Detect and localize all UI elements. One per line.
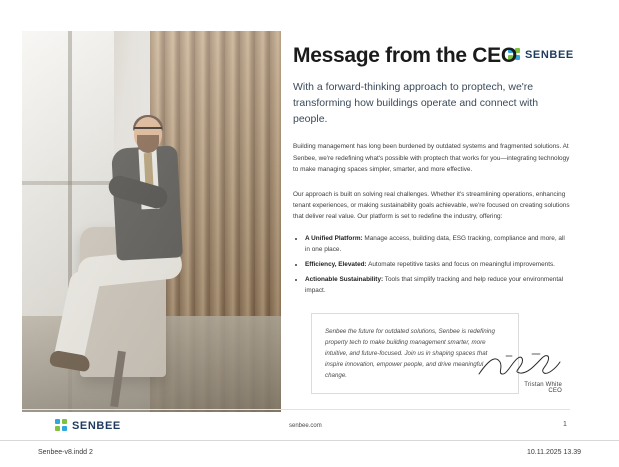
footer-brand-wordmark: SENBEE	[72, 419, 121, 432]
window-mullion-horizontal	[22, 181, 114, 185]
list-item-lead: Efficiency, Elevated:	[305, 261, 367, 269]
signature-name: Tristan White	[524, 382, 562, 388]
viewer-status-bar	[0, 440, 619, 467]
document-file-label: Senbee-v8.indd 2	[38, 449, 93, 456]
footer-website-url[interactable]: senbee.com	[289, 423, 322, 429]
brand-logo-footer	[55, 419, 121, 432]
pull-quote-text: Senbee the future for outdated solutions, Senbee is redefining property tech to make building management smarter, more intuitive, and future-focused. Join us in shaping spaces that inspire innovation, empower people, and drive meaningful change.	[325, 327, 495, 380]
article-content	[293, 44, 570, 394]
signature-icon	[476, 352, 562, 378]
list-item-text: Automate repetitive tasks and focus on meaningful improvements.	[366, 261, 555, 269]
eyeglasses-icon	[134, 127, 162, 134]
signature-block	[440, 352, 562, 394]
list-item	[305, 274, 570, 296]
benefits-list	[293, 233, 570, 297]
page-subtitle: With a forward-thinking approach to proptech, we're transforming how buildings operate and connect with people.	[293, 81, 539, 125]
list-item	[305, 259, 570, 270]
body-paragraph-1: Building management has long been burdened by outdated systems and fragmented solutions. At Senbee, we're redefining what's possible with proptech that works for you—integrating technology to make managing spaces simpler, smarter, and more effective.	[293, 143, 570, 173]
list-item	[305, 233, 570, 255]
page-title: Message from the CEO	[293, 44, 517, 67]
list-item-text: Manage access, building data, ESG tracking, compliance and more, all in one place.	[305, 234, 565, 253]
ceo-portrait-photo	[22, 31, 281, 412]
footer-page-number: 1	[563, 421, 567, 428]
body-paragraph-2: Our approach is built on solving real challenges. Whether it's streamlining operations, enhancing tenant experiences, or making sustainability goals achievable, we're focused on creating solutions that deliver real value. Our platform is set to redefine the industry, offering:	[293, 191, 570, 221]
four-square-logo-icon	[55, 419, 68, 432]
brand-wordmark: SENBEE	[525, 48, 574, 61]
list-item-lead: A Unified Platform:	[305, 234, 363, 242]
footer-divider	[22, 409, 570, 410]
document-timestamp: 10.11.2025 13.39	[527, 449, 581, 456]
list-item-lead: Actionable Sustainability:	[305, 276, 384, 284]
signature-role: CEO	[548, 388, 562, 394]
list-item-text: Tools that simplify tracking and help reduce your environmental impact.	[305, 276, 564, 295]
